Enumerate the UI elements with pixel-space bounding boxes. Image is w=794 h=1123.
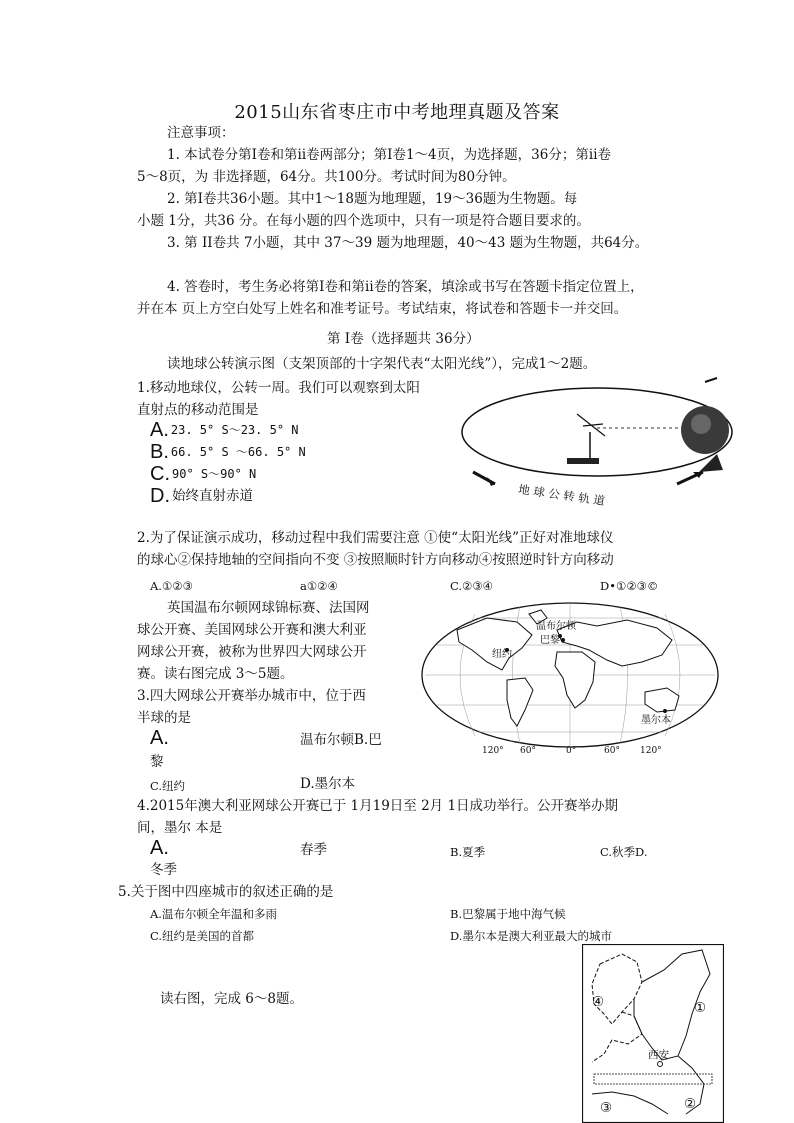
notice-heading: 注意事项：: [167, 125, 235, 141]
q1-option-d-letter: D.: [150, 485, 170, 507]
q4-stem-1: 4.2015年澳大利亚网球公开赛已于 1月19日至 2月 1日成功举行。公开赛举办期: [137, 798, 619, 814]
orbit-label: 地 球 公 转 轨 道: [517, 481, 606, 509]
q5-stem: 5.关于图中四座城市的叙述正确的是: [118, 884, 334, 900]
q1-option-c: 90° S～90° N: [172, 467, 257, 481]
q1-option-a-letter: A.: [150, 419, 169, 441]
region-label-xian: 西安: [648, 1049, 669, 1061]
region-label-2: ②: [684, 1096, 697, 1112]
notice-item-4a: 4. 答卷时，考生务必将第Ⅰ卷和第ⅱ卷的答案，填涂或书写在答题卡指定位置上，: [167, 279, 644, 295]
q4-option-a-letter: A.: [150, 837, 169, 859]
q4-option-c: C.秋季D.: [600, 845, 648, 859]
section-heading: 第 Ⅰ卷（选择题共 36分）: [327, 331, 480, 347]
q5-option-a: A.温布尔顿全年温和多雨: [150, 907, 277, 921]
map-lon-5: 120°: [640, 746, 662, 756]
q5-option-d: D.墨尔本是澳大利亚最大的城市: [450, 929, 612, 943]
region-label-4: ④: [592, 994, 605, 1010]
q1-stem-1: 1.移动地球仪，公转一周。我们可以观察到太阳: [137, 380, 420, 396]
region-label-1: ①: [694, 1000, 707, 1016]
q3-stem-2: 半球的是: [137, 710, 191, 726]
notice-item-4b: 并在本 页上方空白处写上姓名和准考证号。考试结束，将试卷和答题卡一并交回。: [137, 301, 628, 317]
q3-option-c: C.纽约: [150, 779, 186, 793]
notice-item-1a: 1. 本试卷分第Ⅰ卷和第ⅱ卷两部分；第Ⅰ卷1～4页，为选择题，36分；第ⅱ卷: [167, 147, 611, 163]
q4-option-d: 冬季: [150, 862, 177, 878]
q1-option-a: 23. 5° S～23. 5° N: [170, 423, 299, 437]
notice-item-3: 3. 第 II卷共 7小题，其中 37～39 题为地理题，40～43 题为生物题，共64分。: [167, 235, 649, 251]
q1-option-b-letter: B.: [150, 441, 169, 463]
map-label-paris: 巴黎: [540, 635, 560, 646]
notice-item-1b: 5～8页，为 非选择题，64分。共100分。考试时间为80分钟。: [137, 169, 516, 185]
q5-option-c: C.纽约是美国的首都: [150, 929, 255, 943]
q3-option-a-letter: A.: [150, 727, 169, 749]
q2-option-d: D•①②③©: [600, 579, 659, 593]
q2-stem-1: 2.为了保证演示成功，移动过程中我们需要注意 ①使“太阳光线”正好对准地球仪: [137, 530, 614, 546]
q5-option-b: B.巴黎属于地中海气候: [450, 907, 566, 921]
intro-q3-5-line2: 球公开赛、美国网球公开赛和澳大利亚: [137, 622, 367, 638]
map-label-melbourne: 墨尔本: [641, 715, 671, 726]
region-label-3: ③: [600, 1100, 613, 1116]
q3-option-b: B.巴: [354, 732, 382, 748]
map-lon-4: 60°: [604, 746, 620, 756]
region-map: [582, 944, 724, 1123]
q1-option-d: 始终直射赤道: [172, 488, 253, 504]
intro-q3-5-line1: 英国温布尔顿网球锦标赛、法国网: [167, 600, 370, 616]
q3-option-a: 温布尔顿: [300, 732, 354, 748]
q3-stem-1: 3.四大网球公开赛举办城市中，位于西: [137, 688, 366, 704]
q2-option-a: A.①②③: [150, 579, 193, 593]
q1-option-b: 66. 5° S ～66. 5° N: [170, 445, 306, 459]
intro-q3-5-line3: 网球公开赛，被称为世界四大网球公开: [137, 644, 367, 660]
q1-option-c-letter: C.: [150, 463, 170, 485]
notice-item-2a: 2. 第Ⅰ卷共36小题。其中1～18题为地理题，19～36题为生物题。每: [167, 191, 578, 207]
intro-q1-2: 读地球公转演示图（支架顶部的十字架代表“太阳光线”），完成1～2题。: [167, 356, 597, 372]
q4-option-a: 春季: [300, 842, 327, 858]
map-lon-1: 120°: [482, 746, 504, 756]
map-lon-3: 0°: [566, 746, 577, 756]
map-label-newyork: 纽约: [492, 649, 512, 660]
map-lon-2: 60°: [520, 746, 536, 756]
q2-stem-2: 的球心②保持地轴的空间指向不变 ③按照顺时针方向移动④按照逆时针方向移动: [137, 552, 614, 568]
page-title: 2015山东省枣庄市中考地理真题及答案: [234, 102, 560, 123]
orbit-diagram: [455, 372, 740, 510]
q1-stem-2: 直射点的移动范围是: [137, 402, 259, 418]
intro-q3-5-line4: 赛。读右图完成 3～5题。: [137, 666, 294, 682]
q2-option-b: a①②④: [300, 579, 338, 593]
q4-option-b: B.夏季: [450, 845, 486, 859]
q4-stem-2: 间，墨尔 本是: [137, 820, 223, 836]
intro-q6-8: 读右图，完成 6～8题。: [160, 991, 303, 1007]
q3-option-d: D.墨尔本: [300, 776, 356, 792]
q3-option-b-cont: 黎: [150, 754, 164, 770]
map-label-wimbledon: 温布尔顿: [536, 621, 576, 632]
notice-item-2b: 小题 1分，共36 分。在每小题的四个选项中，只有一项是符合题目要求的。: [137, 213, 590, 229]
q2-option-c: C.②③④: [450, 579, 493, 593]
